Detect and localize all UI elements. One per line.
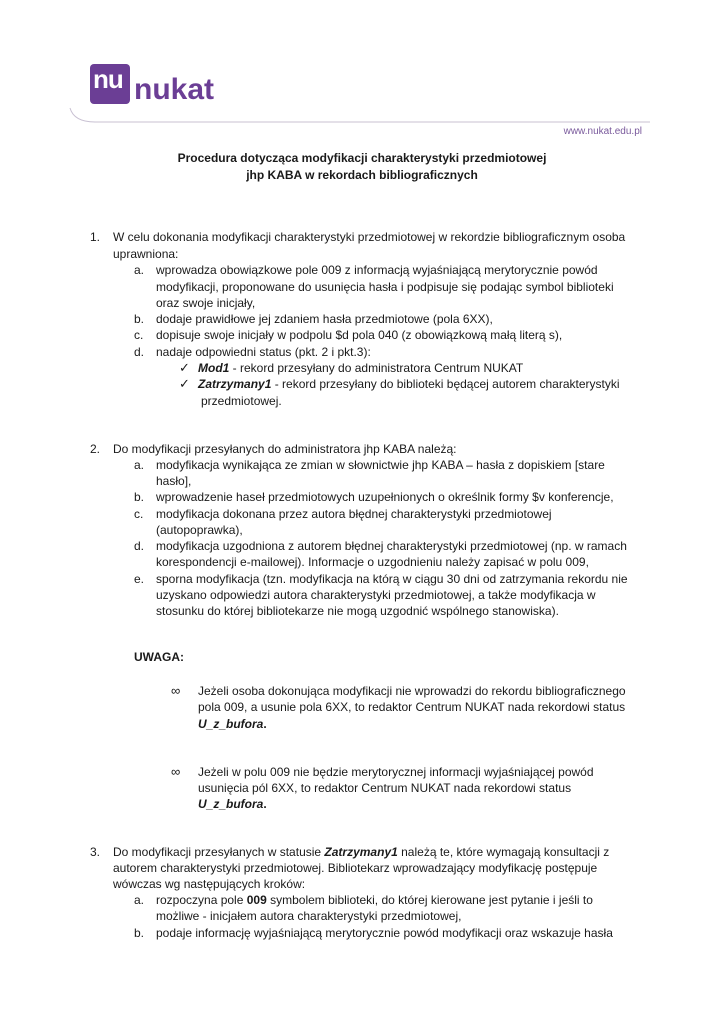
- logo-wordmark: nukat: [134, 73, 215, 106]
- text-fragment: Do modyfikacji przesyłanych w statusie: [113, 845, 325, 859]
- list-item-text: wprowadza obowiązkowe pole 009 z informacją wyjaśniającą merytorycznie powód: [156, 263, 598, 277]
- list-item-text: modyfikacja dokonana przez autora błędnej charakterystyki przedmiotowej: [156, 507, 552, 521]
- list-letter: d.: [134, 345, 145, 359]
- nukat-logo-icon: [90, 64, 130, 104]
- infinity-bullet-icon: ∞: [171, 764, 181, 779]
- section1-intro: W celu dokonania modyfikacji charakterystyki przedmiotowej w rekordzie bibliograficznym osoba: [113, 230, 626, 244]
- status-name: Zatrzymany1: [324, 845, 398, 859]
- status-description: - rekord przesyłany do administratora Centrum NUKAT: [229, 361, 524, 375]
- list-item-text: modyfikacja uzgodniona z autorem błędnej charakterystyki przedmiotowej (np. w ramach: [156, 539, 627, 553]
- list-letter: a.: [134, 263, 145, 277]
- list-item-text: korespondencji e-mailowej). Informacje o uzgodnieniu należy zapisać w polu 009,: [156, 555, 589, 569]
- document-title-line1: Procedura dotycząca modyfikacji charakterystyki przedmiotowej: [177, 151, 547, 165]
- list-letter: a.: [134, 893, 145, 907]
- field-code: 009: [246, 893, 267, 907]
- list-item-text: modyfikacji, proponowane do usunięcia hasła i podpisuje się podając symbol biblioteki: [156, 280, 614, 294]
- section1-intro-cont: uprawniona:: [113, 247, 179, 261]
- list-item-text: sporna modyfikacja (tzn. modyfikacja na którą w ciągu 30 dni od zatrzymania rekordu nie: [156, 572, 628, 586]
- list-item-text: hasło],: [156, 474, 192, 488]
- list-item-text: stosunku do której bibliotekarze nie mogą uzgodnić wspólnego stanowiska).: [156, 604, 559, 618]
- list-letter: c.: [134, 507, 144, 521]
- note-status: [198, 716, 267, 732]
- checkmark-icon: ✓: [179, 376, 190, 391]
- list-item-text: oraz swoje inicjały,: [156, 296, 256, 310]
- section3-intro-cont: wówczas wg następujących kroków:: [113, 877, 306, 891]
- list-item-text: (autopoprawka),: [156, 523, 243, 537]
- text-fragment: symbolem biblioteki, do której kierowane jest pytanie i jeśli to: [266, 893, 593, 907]
- list-item-text: możliwe - inicjałem autora charakterystyki przedmiotowej,: [156, 909, 462, 923]
- status-description: - rekord przesyłany do biblioteki będącej autorem charakterystyki: [271, 377, 620, 391]
- list-item-text: dopisuje swoje inicjały w podpolu $d pola 040 (z obowiązkową małą literą s),: [156, 328, 563, 342]
- list-number: 3.: [90, 845, 101, 859]
- note-heading: UWAGA:: [134, 650, 184, 664]
- logo-letters: nu: [93, 64, 123, 94]
- note-text: usunięcia pól 6XX, to redaktor Centrum NUKAT nada rekordowi status: [198, 781, 572, 795]
- status-name: Mod1: [198, 361, 230, 375]
- period: .: [263, 717, 267, 731]
- list-item-text: wprowadzenie haseł przedmiotowych uzupełnionych o określnik formy $v konferencje,: [156, 490, 614, 504]
- list-letter: b.: [134, 926, 145, 940]
- document-title-line2: jhp KABA w rekordach bibliograficznych: [246, 168, 478, 182]
- status-name: U_z_bufora: [198, 717, 264, 731]
- list-letter: a.: [134, 458, 145, 472]
- checkmark-icon: ✓: [179, 360, 190, 375]
- list-letter: b.: [134, 312, 145, 326]
- note-text: Jeżeli w polu 009 nie będzie merytorycznej informacji wyjaśniającej powód: [198, 765, 594, 779]
- page-header: [0, 0, 724, 150]
- period: .: [263, 797, 267, 811]
- status-item: [198, 376, 620, 392]
- list-number: 2.: [90, 442, 101, 456]
- list-item-text: podaje informację wyjaśniającą merytorycznie powód modyfikacji oraz wskazuje hasła: [156, 926, 613, 940]
- status-description-cont: przedmiotowej.: [201, 394, 282, 408]
- list-item-text: [156, 892, 593, 908]
- list-item-text: modyfikacja wynikająca ze zmian w słownictwie jhp KABA – hasła z dopiskiem [stare: [156, 458, 605, 472]
- section3-intro: [113, 844, 609, 860]
- list-letter: e.: [134, 572, 145, 586]
- list-number: 1.: [90, 230, 101, 244]
- list-item-text: uzyskano odpowiedzi autora charakterystyki przedmiotowej, a także modyfikacja w: [156, 588, 596, 602]
- list-item-text: dodaje prawidłowe jej zdaniem hasła przedmiotowe (pola 6XX),: [156, 312, 493, 326]
- section2-intro: Do modyfikacji przesyłanych do administratora jhp KABA należą:: [113, 442, 457, 456]
- note-status: [198, 796, 267, 812]
- section3-intro-cont: autorem charakterystyki przedmiotowej. Bibliotekarz wprowadzający modyfikację postępuje: [113, 861, 598, 875]
- text-fragment: należą te, które wymagają konsultacji z: [397, 845, 610, 859]
- list-item-text: nadaje odpowiedni status (pkt. 2 i pkt.3):: [156, 345, 371, 359]
- text-fragment: rozpoczyna pole: [156, 893, 247, 907]
- infinity-bullet-icon: ∞: [171, 683, 181, 698]
- note-text: Jeżeli osoba dokonująca modyfikacji nie wprowadzi do rekordu bibliograficznego: [198, 684, 626, 698]
- list-letter: d.: [134, 539, 145, 553]
- site-url[interactable]: www.nukat.edu.pl: [563, 126, 642, 137]
- status-item: [198, 360, 523, 376]
- list-letter: c.: [134, 328, 144, 342]
- list-letter: b.: [134, 490, 145, 504]
- status-name: U_z_bufora: [198, 797, 264, 811]
- note-text: pola 009, a usunie pola 6XX, to redaktor Centrum NUKAT nada rekordowi status: [198, 700, 626, 714]
- status-name: Zatrzymany1: [198, 377, 272, 391]
